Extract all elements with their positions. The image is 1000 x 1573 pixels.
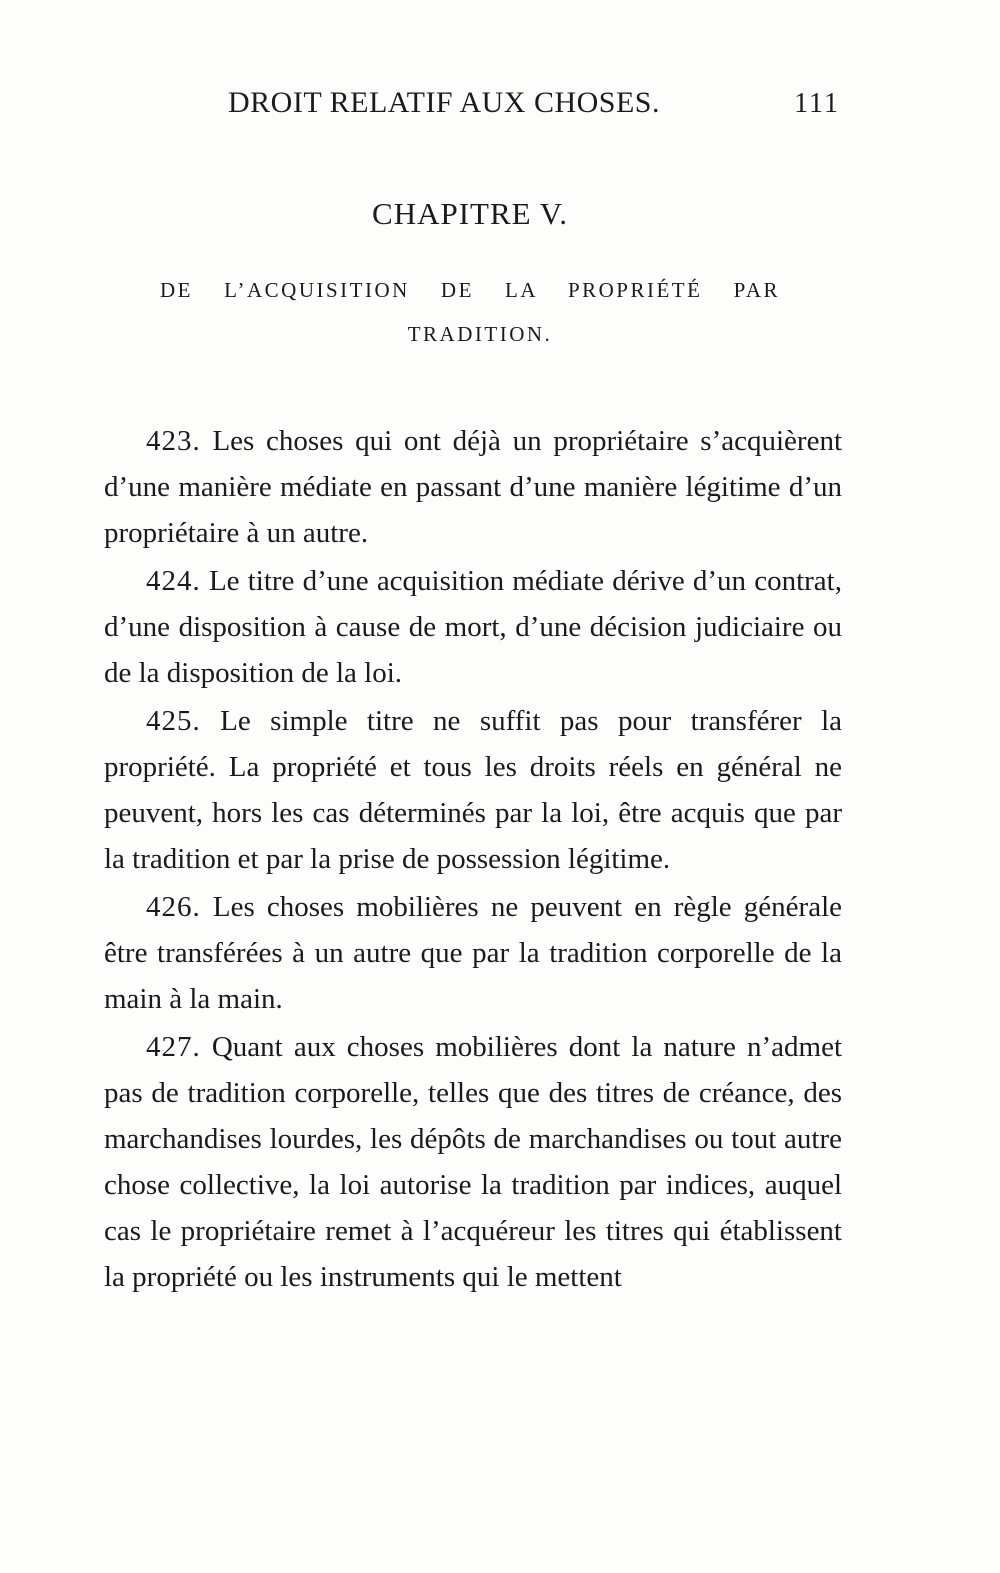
chapter-subtitle-line-2: TRADITION. bbox=[407, 322, 553, 346]
paragraph-text: Les choses mobilières ne peuvent en règle générale être transférées à un autre que par la tradition corporelle de la main à la main. bbox=[104, 891, 842, 1015]
body-text bbox=[104, 418, 842, 1302]
paragraph-text: Le simple titre ne suffit pas pour transférer la propriété. La propriété et tous les droits réels en général ne peuvent, hors les cas déterminés par la loi, être acquis que par la tradition et par la prise de possession légitime. bbox=[104, 705, 842, 875]
chapter-subtitle-line-1: DE L’ACQUISITION DE LA PROPRIÉTÉ PAR bbox=[160, 278, 780, 302]
paragraph-number: 425. bbox=[146, 705, 201, 737]
running-title: DROIT RELATIF AUX CHOSES. bbox=[228, 86, 660, 119]
paragraph-number: 427. bbox=[146, 1031, 201, 1063]
paragraph-number: 423. bbox=[146, 425, 201, 457]
paragraph-text: Le titre d’une acquisition médiate dérive d’un contrat, d’une disposition à cause de mort, d’une décision judiciaire ou de la disposition de la loi. bbox=[104, 565, 842, 689]
paragraph-425 bbox=[104, 698, 842, 882]
paragraph-427 bbox=[104, 1024, 842, 1300]
paragraph-text: Quant aux choses mobilières dont la nature n’admet pas de tradition corporelle, telles que des titres de créance, des marchandises lourdes, les dépôts de marchandises ou tout autre chose collective, la loi autorise la tradition par indices, auquel cas le propriétaire remet à l’acquéreur les titres qui établissent la propriété ou les instruments qui le mettent bbox=[104, 1031, 843, 1293]
page-number: 111 bbox=[794, 88, 840, 119]
paragraph-423 bbox=[104, 418, 842, 556]
paragraph-426 bbox=[104, 884, 842, 1022]
chapter-title: CHAPITRE V. bbox=[372, 196, 568, 231]
paragraph-424 bbox=[104, 558, 842, 696]
paragraph-number: 426. bbox=[146, 891, 201, 923]
paragraph-text: Les choses qui ont déjà un propriétaire s’acquièrent d’une manière médiate en passant d’une manière légitime d’un propriétaire à un autre. bbox=[104, 425, 843, 549]
paragraph-number: 424. bbox=[146, 565, 201, 597]
